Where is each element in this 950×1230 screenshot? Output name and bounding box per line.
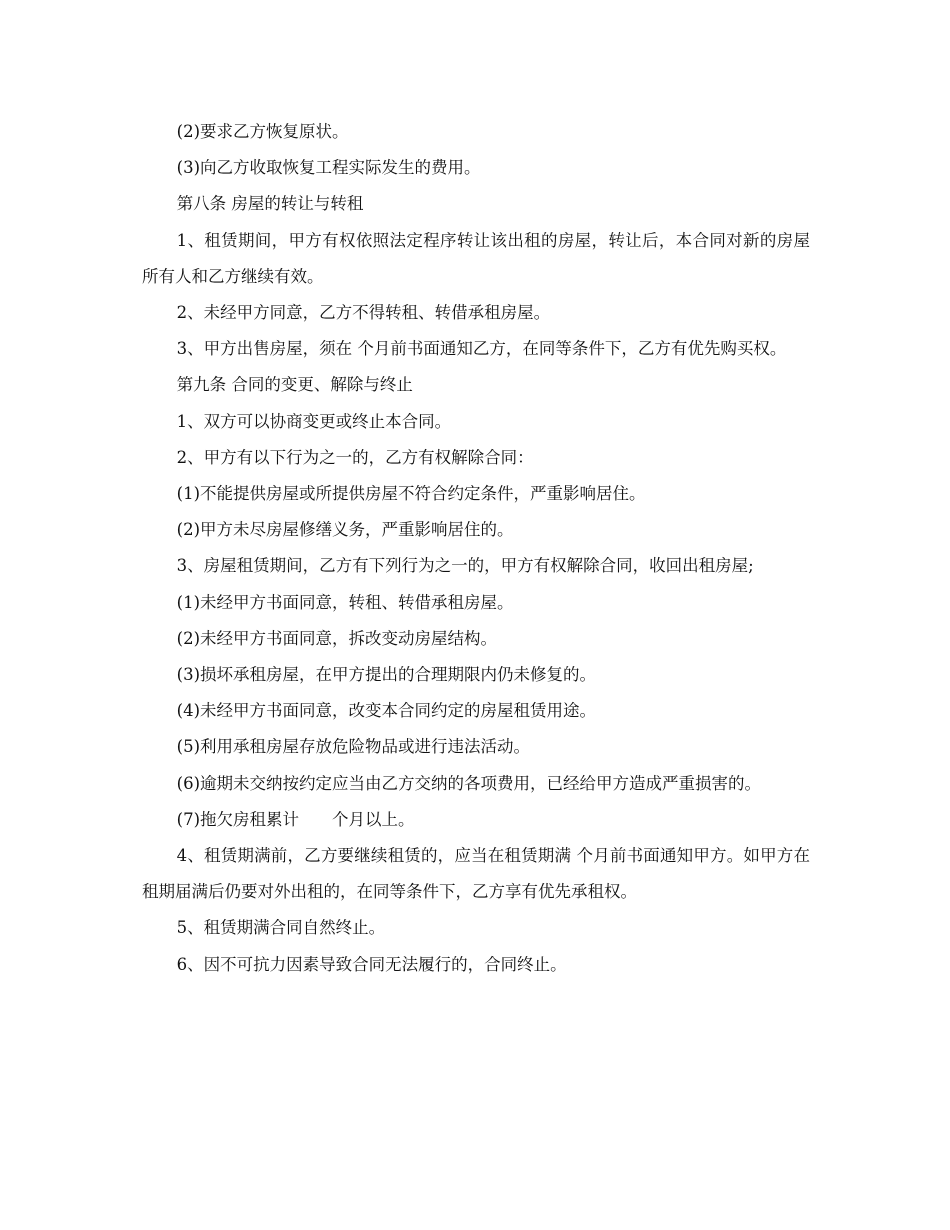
paragraph: (5)利用承租房屋存放危险物品或进行违法活动。 — [176, 737, 531, 757]
paragraph: 1、双方可以协商变更或终止本合同。 — [176, 411, 452, 431]
paragraph: 2、甲方有以下行为之一的，乙方有权解除合同： — [176, 447, 534, 467]
paragraph: 2、未经甲方同意，乙方不得转租、转借承租房屋。 — [176, 303, 551, 323]
paragraph: 1、租赁期间，甲方有权依照法定程序转让该出租的房屋，转让后，本合同对新的房屋所有人和乙方继续有效。 — [142, 230, 810, 286]
paragraph: (4)未经甲方书面同意，改变本合同约定的房屋租赁用途。 — [176, 701, 597, 721]
paragraph: 6、因不可抗力因素导致合同无法履行的，合同终止。 — [176, 954, 567, 974]
paragraph: 5、租赁期满合同自然终止。 — [176, 918, 386, 938]
section-heading: 第九条 合同的变更、解除与终止 — [176, 375, 413, 395]
paragraph: (1)不能提供房屋或所提供房屋不符合约定条件，严重影响居住。 — [176, 484, 646, 504]
paragraph: 3、甲方出售房屋，须在 个月前书面通知乙方，在同等条件下，乙方有优先购买权。 — [176, 339, 787, 359]
paragraph: (1)未经甲方书面同意，转租、转借承租房屋。 — [176, 592, 514, 612]
paragraph: 3、房屋租赁期间，乙方有下列行为之一的，甲方有权解除合同，收回出租房屋; — [176, 556, 754, 576]
paragraph: (2)要求乙方恢复原状。 — [176, 122, 349, 141]
paragraph: 4、租赁期满前，乙方要继续租赁的，应当在租赁期满 个月前书面通知甲方。如甲方在租期届满后仍要对外出租的，在同等条件下，乙方享有优先承租权。 — [142, 846, 810, 902]
document-body — [142, 114, 810, 983]
paragraph: (3)向乙方收取恢复工程实际发生的费用。 — [176, 158, 481, 178]
paragraph: (3)损坏承租房屋，在甲方提出的合理期限内仍未修复的。 — [176, 665, 597, 685]
paragraph: (6)逾期未交纳按约定应当由乙方交纳的各项费用，已经给甲方造成严重损害的。 — [176, 773, 762, 793]
paragraph: (7)拖欠房租累计 个月以上。 — [176, 809, 415, 829]
paragraph: (2)甲方未尽房屋修缮义务，严重影响居住的。 — [176, 520, 514, 540]
paragraph: (2)未经甲方书面同意，拆改变动房屋结构。 — [176, 628, 498, 648]
section-heading: 第八条 房屋的转让与转租 — [176, 194, 364, 214]
